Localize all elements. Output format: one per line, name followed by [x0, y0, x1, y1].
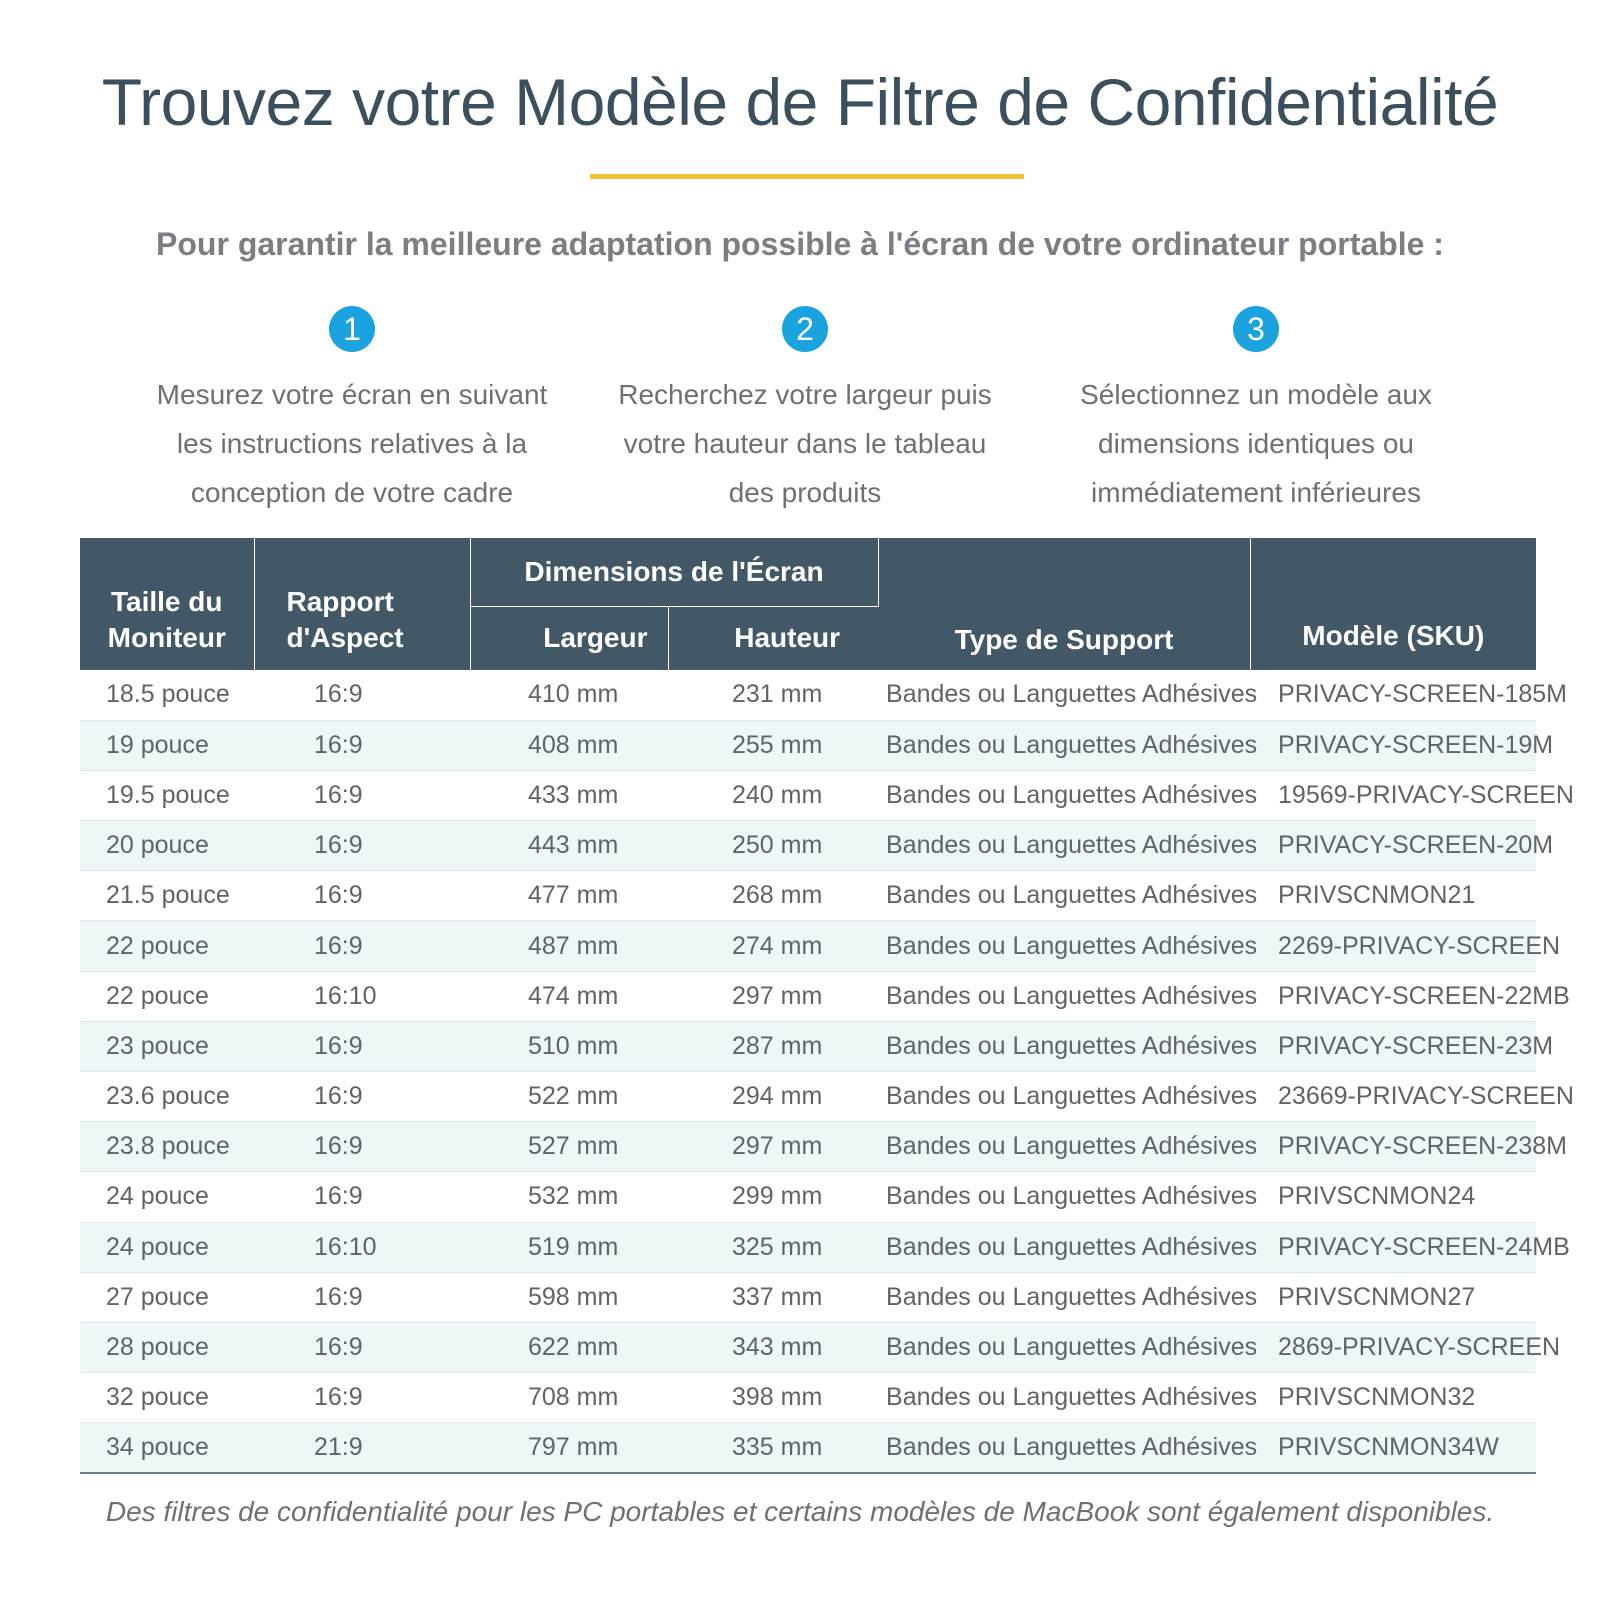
- cell-model-sku: PRIVACY-SCREEN-24MB: [1250, 1222, 1536, 1272]
- cell-width: 433 mm: [470, 770, 668, 820]
- cell-mount-type: Bandes ou Languettes Adhésives: [878, 1272, 1250, 1322]
- table-row: [80, 770, 1536, 820]
- table-row: [80, 1373, 1536, 1423]
- cell-monitor-size: 23 pouce: [80, 1021, 254, 1071]
- cell-mount-type: Bandes ou Languettes Adhésives: [878, 1122, 1250, 1172]
- product-table: [80, 538, 1574, 1474]
- cell-monitor-size: 18.5 pouce: [106, 680, 230, 709]
- cell-width: 708 mm: [470, 1373, 668, 1423]
- cell-width: 519 mm: [470, 1222, 668, 1272]
- cell-model-sku: 19569-PRIVACY-SCREEN: [1250, 770, 1536, 820]
- cell-model-sku: PRIVACY-SCREEN-185M: [1278, 680, 1567, 709]
- cell-width: 410 mm: [528, 680, 619, 709]
- header-model-sku: Modèle (SKU): [1250, 538, 1536, 670]
- step-1: [132, 306, 572, 517]
- cell-width: 532 mm: [470, 1172, 668, 1222]
- cell-height: 299 mm: [668, 1172, 878, 1222]
- cell-width: 797 mm: [470, 1423, 668, 1473]
- cell-height: 337 mm: [668, 1272, 878, 1322]
- header-height: Hauteur: [668, 606, 878, 670]
- cell-model-sku: PRIVSCNMON32: [1250, 1373, 1536, 1423]
- cell-width: 622 mm: [470, 1322, 668, 1372]
- cell-model-sku: PRIVACY-SCREEN-19M: [1250, 720, 1536, 770]
- cell-aspect-ratio: 16:9: [254, 1021, 470, 1071]
- cell-height: 294 mm: [668, 1072, 878, 1122]
- step-2: [585, 306, 1025, 517]
- cell-aspect-ratio: 16:9: [254, 821, 470, 871]
- cell-width: 598 mm: [470, 1272, 668, 1322]
- cell-aspect-ratio: 16:9: [254, 1272, 470, 1322]
- cell-mount-type: Bandes ou Languettes Adhésives: [878, 971, 1250, 1021]
- cell-height: 297 mm: [668, 1122, 878, 1172]
- cell-monitor-size: 27 pouce: [80, 1272, 254, 1322]
- cell-mount-type: Bandes ou Languettes Adhésives: [878, 1373, 1250, 1423]
- cell-mount-type: Bandes ou Languettes Adhésives: [878, 770, 1250, 820]
- header-screen-dimensions: Dimensions de l'Écran: [470, 538, 878, 606]
- cell-mount-type: Bandes ou Languettes Adhésives: [878, 1072, 1250, 1122]
- cell-aspect-ratio: 16:10: [254, 971, 470, 1021]
- cell-monitor-size: 23.8 pouce: [80, 1122, 254, 1172]
- footnote: Des filtres de confidentialité pour les PC portables et certains modèles de MacBook sont également disponibles.: [105, 1496, 1495, 1527]
- cell-monitor-size: 34 pouce: [80, 1423, 254, 1473]
- cell-width: 527 mm: [470, 1122, 668, 1172]
- header-mount-type: Type de Support: [878, 538, 1250, 670]
- cell-model-sku: PRIVACY-SCREEN-20M: [1250, 821, 1536, 871]
- table-row: [80, 821, 1536, 871]
- cell-aspect-ratio: 16:9: [254, 1373, 470, 1423]
- cell-aspect-ratio: 16:9: [314, 680, 363, 709]
- cell-height: 274 mm: [668, 921, 878, 971]
- cell-monitor-size: 28 pouce: [80, 1322, 254, 1372]
- cell-mount-type: Bandes ou Languettes Adhésives: [878, 1423, 1250, 1473]
- cell-aspect-ratio: 16:9: [254, 1122, 470, 1172]
- cell-mount-type: Bandes ou Languettes Adhésives: [878, 871, 1250, 921]
- cell-height: 268 mm: [668, 871, 878, 921]
- step-3: [1036, 306, 1476, 517]
- table-row: [80, 1122, 1536, 1172]
- table-row: [80, 871, 1536, 921]
- table-row: [80, 1423, 1536, 1473]
- cell-aspect-ratio: 16:9: [254, 1322, 470, 1372]
- cell-mount-type: Bandes ou Languettes Adhésives: [878, 1021, 1250, 1071]
- step-text: Mesurez votre écran en suivant les instructions relatives à la conception de votre cadre: [156, 379, 548, 508]
- cell-model-sku: PRIVSCNMON34W: [1250, 1423, 1536, 1473]
- cell-width: 522 mm: [470, 1072, 668, 1122]
- table-row: [80, 1072, 1536, 1122]
- table-row: [80, 1322, 1536, 1372]
- table-row: [80, 1222, 1536, 1272]
- cell-model-sku: PRIVACY-SCREEN-238M: [1250, 1122, 1536, 1172]
- step-text: Sélectionnez un modèle aux dimensions identiques ou immédiatement inférieures: [1080, 379, 1432, 508]
- header-width: Largeur: [470, 606, 668, 670]
- step-number-badge: 2: [782, 306, 828, 352]
- cell-height: 297 mm: [668, 971, 878, 1021]
- cell-monitor-size: 19.5 pouce: [80, 770, 254, 820]
- cell-height: 325 mm: [668, 1222, 878, 1272]
- table-row: [80, 971, 1536, 1021]
- cell-mount-type: Bandes ou Languettes Adhésives: [878, 821, 1250, 871]
- page-subtitle: Pour garantir la meilleure adaptation possible à l'écran de votre ordinateur portable :: [156, 226, 1444, 262]
- cell-model-sku: PRIVACY-SCREEN-23M: [1250, 1021, 1536, 1071]
- cell-height: 343 mm: [668, 1322, 878, 1372]
- cell-height: 231 mm: [732, 680, 823, 709]
- table-row: [80, 1172, 1536, 1222]
- cell-width: 443 mm: [470, 821, 668, 871]
- step-number-badge: 3: [1233, 306, 1279, 352]
- cell-model-sku: PRIVACY-SCREEN-22MB: [1250, 971, 1536, 1021]
- cell-model-sku: PRIVSCNMON24: [1250, 1172, 1536, 1222]
- cell-width: 474 mm: [470, 971, 668, 1021]
- cell-width: 477 mm: [470, 871, 668, 921]
- cell-aspect-ratio: 16:9: [254, 720, 470, 770]
- cell-height: 250 mm: [668, 821, 878, 871]
- cell-monitor-size: 22 pouce: [80, 921, 254, 971]
- cell-monitor-size: 20 pouce: [80, 821, 254, 871]
- cell-monitor-size: 24 pouce: [80, 1222, 254, 1272]
- cell-aspect-ratio: 16:9: [254, 921, 470, 971]
- cell-aspect-ratio: 16:9: [254, 1172, 470, 1222]
- cell-model-sku: 23669-PRIVACY-SCREEN: [1250, 1072, 1536, 1122]
- table-body: [80, 670, 1574, 1473]
- step-text: Recherchez votre largeur puis votre hauteur dans le tableau des produits: [618, 379, 992, 508]
- page-title: Trouvez votre Modèle de Filtre de Confidentialité: [101, 65, 1499, 139]
- table-row: [80, 670, 1536, 720]
- table-row: [80, 1021, 1536, 1071]
- table-row: [80, 921, 1536, 971]
- cell-mount-type: Bandes ou Languettes Adhésives: [886, 680, 1258, 709]
- cell-model-sku: PRIVSCNMON27: [1250, 1272, 1536, 1322]
- cell-aspect-ratio: 16:9: [254, 871, 470, 921]
- cell-width: 408 mm: [470, 720, 668, 770]
- cell-aspect-ratio: 16:10: [254, 1222, 470, 1272]
- title-underline: [590, 174, 1024, 179]
- cell-model-sku: 2269-PRIVACY-SCREEN: [1250, 921, 1536, 971]
- cell-monitor-size: 23.6 pouce: [80, 1072, 254, 1122]
- cell-mount-type: Bandes ou Languettes Adhésives: [878, 1222, 1250, 1272]
- step-number-badge: 1: [329, 306, 375, 352]
- header-monitor-size: Taille du Moniteur: [80, 538, 254, 670]
- cell-width: 487 mm: [470, 921, 668, 971]
- cell-width: 510 mm: [470, 1021, 668, 1071]
- cell-monitor-size: 21.5 pouce: [80, 871, 254, 921]
- cell-mount-type: Bandes ou Languettes Adhésives: [878, 720, 1250, 770]
- cell-mount-type: Bandes ou Languettes Adhésives: [878, 921, 1250, 971]
- cell-height: 335 mm: [668, 1423, 878, 1473]
- table-row: [80, 720, 1536, 770]
- cell-model-sku: PRIVSCNMON21: [1250, 871, 1536, 921]
- cell-aspect-ratio: 16:9: [254, 770, 470, 820]
- cell-height: 398 mm: [668, 1373, 878, 1423]
- cell-mount-type: Bandes ou Languettes Adhésives: [878, 1172, 1250, 1222]
- cell-aspect-ratio: 21:9: [254, 1423, 470, 1473]
- cell-monitor-size: 19 pouce: [80, 720, 254, 770]
- header-aspect-ratio: Rapport d'Aspect: [254, 538, 470, 670]
- cell-height: 287 mm: [668, 1021, 878, 1071]
- cell-monitor-size: 32 pouce: [80, 1373, 254, 1423]
- cell-monitor-size: 24 pouce: [80, 1172, 254, 1222]
- cell-aspect-ratio: 16:9: [254, 1072, 470, 1122]
- table-row: [80, 1272, 1536, 1322]
- cell-height: 240 mm: [668, 770, 878, 820]
- cell-height: 255 mm: [668, 720, 878, 770]
- cell-monitor-size: 22 pouce: [80, 971, 254, 1021]
- cell-model-sku: 2869-PRIVACY-SCREEN: [1250, 1322, 1536, 1372]
- cell-mount-type: Bandes ou Languettes Adhésives: [878, 1322, 1250, 1372]
